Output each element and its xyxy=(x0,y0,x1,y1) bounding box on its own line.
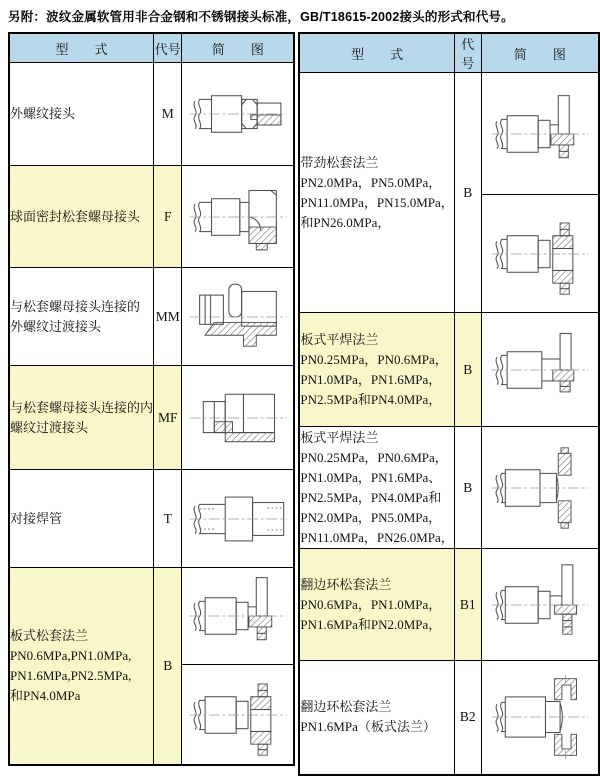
type-text-line: 外螺纹过渡接头 xyxy=(10,318,102,334)
diagram-cell xyxy=(182,470,295,568)
code-cell: B1 xyxy=(454,549,481,661)
type-text-line: PN1.6MPa,PN2.5MPa, xyxy=(10,668,132,683)
code-cell: MM xyxy=(154,268,182,366)
col-header-type: 型 式 xyxy=(299,33,454,73)
code-cell: B xyxy=(454,313,481,427)
type-text-line: PN11.0MPa，PN15.0MPa， xyxy=(300,194,454,210)
col-header-type: 型 式 xyxy=(9,33,154,63)
code-cell: B xyxy=(454,427,481,549)
type-text-line: PN0.25MPa，PN0.6MPa， xyxy=(300,351,448,367)
flanged-ring-plate-flange-icon xyxy=(487,675,593,759)
diagram-cell xyxy=(481,427,599,549)
plate-loose-flange-up-diagram xyxy=(182,568,293,664)
male-female-transition-fitting-diagram xyxy=(182,376,293,460)
type-text-line: 带劲松套法兰 xyxy=(300,154,379,170)
right-table xyxy=(298,32,600,776)
butt-weld-pipe-icon xyxy=(185,477,291,561)
col-header-diagram: 简 图 xyxy=(481,33,599,73)
diagram-cell xyxy=(182,268,295,366)
table-row xyxy=(9,470,294,568)
header-row xyxy=(9,33,294,63)
neck-loose-flange-up-diagram xyxy=(482,73,598,194)
code-cell: F xyxy=(154,166,182,268)
code-cell: M xyxy=(154,63,182,166)
flanged-ring-loose-flange-diagram xyxy=(482,563,598,647)
table-row xyxy=(299,549,599,661)
male-female-transition-fitting-icon xyxy=(185,376,291,460)
type-text-line: PN11.0MPa，PN26.0MPa， xyxy=(300,529,454,545)
diagram-cell xyxy=(481,73,599,313)
code-cell: B xyxy=(154,568,182,766)
type-text-line: PN1.6MPa（板式法兰） xyxy=(300,719,436,735)
left-table xyxy=(8,32,295,766)
type-text-line: 和PN4.0MPa xyxy=(10,688,81,703)
type-text-line: 球面密封松套螺母接头 xyxy=(10,208,141,224)
type-cell xyxy=(299,313,454,427)
type-text-line: 螺纹过渡接头 xyxy=(10,419,89,435)
type-cell xyxy=(9,63,154,166)
flat-weld-flange-diagram xyxy=(482,328,598,412)
flat-weld-flange-sym-diagram xyxy=(482,446,598,530)
neck-loose-flange-down-icon xyxy=(487,212,593,296)
type-cell xyxy=(9,568,154,766)
diagram-cell xyxy=(182,166,295,268)
type-text-line: PN1.0MPa，PN1.6MPa， xyxy=(300,371,442,387)
header-row xyxy=(299,33,599,73)
type-text-line: 板式平焊法兰 xyxy=(300,429,379,445)
type-text-line: 板式松套法兰 xyxy=(10,628,89,643)
plate-loose-flange-up-icon xyxy=(185,574,291,658)
table-row xyxy=(9,63,294,166)
diagram-cell xyxy=(182,63,295,166)
plate-loose-flange-down-diagram xyxy=(182,664,293,764)
table-row xyxy=(299,313,599,427)
double-male-transition-fitting-diagram xyxy=(182,275,293,359)
type-text-line: PN1.0MPa，PN1.6MPa、 xyxy=(300,469,442,485)
neck-loose-flange-down-diagram xyxy=(482,194,598,312)
diagram-cell xyxy=(481,661,599,775)
code-cell: B2 xyxy=(454,661,481,775)
type-text-line: 和PN26.0MPa， xyxy=(300,214,391,230)
type-cell xyxy=(299,661,454,775)
type-text-line: PN0.25MPa，PN0.6MPa， xyxy=(300,449,448,465)
table-row xyxy=(9,268,294,366)
type-text-line: 与松套螺母接头连接的内 xyxy=(10,399,154,415)
male-thread-fitting-diagram xyxy=(182,72,293,156)
type-text-line: 翻边环松套法兰 xyxy=(300,699,392,715)
table-row xyxy=(299,661,599,775)
double-male-transition-fitting-icon xyxy=(185,275,291,359)
type-cell xyxy=(299,427,454,549)
col-header-code: 代号 xyxy=(154,33,182,63)
type-text-line: PN2.5MPa，PN4.0MPa和 xyxy=(300,489,442,505)
neck-loose-flange-up-icon xyxy=(487,92,593,176)
type-text-line: 外螺纹接头 xyxy=(10,106,76,121)
butt-weld-pipe-diagram xyxy=(182,477,293,561)
table-row xyxy=(299,427,599,549)
flanged-ring-loose-flange-icon xyxy=(487,563,593,647)
type-text-line: PN2.0MPa，PN5.0MPa， xyxy=(300,174,442,190)
table-row xyxy=(9,568,294,766)
type-cell xyxy=(9,470,154,568)
code-cell: T xyxy=(154,470,182,568)
flat-weld-flange-icon xyxy=(487,328,593,412)
type-text-line: 对接焊管 xyxy=(10,510,63,526)
page-title: 另附：波纹金属软管用非合金钢和不锈钢接头标准，GB/T18615-2002接头的形式和代号。 xyxy=(8,10,514,24)
type-text-line: 与松套螺母接头连接的 xyxy=(10,298,141,314)
type-cell xyxy=(9,166,154,268)
flanged-ring-plate-flange-diagram xyxy=(482,675,598,759)
type-text-line: PN1.6MPa和PN2.0MPa， xyxy=(300,616,442,632)
type-cell xyxy=(299,73,454,313)
sphere-seal-nut-fitting-diagram xyxy=(182,175,293,259)
male-thread-fitting-icon xyxy=(185,72,291,156)
type-cell xyxy=(9,268,154,366)
code-cell: MF xyxy=(154,366,182,470)
plate-loose-flange-down-icon xyxy=(185,673,291,757)
type-text-line: PN2.5MPa和PN4.0MPa， xyxy=(300,391,442,407)
table-row xyxy=(299,73,599,313)
diagram-cell xyxy=(481,549,599,661)
type-text-line: PN0.6MPa，PN1.0MPa， xyxy=(300,596,442,612)
type-text-line: 翻边环松套法兰 xyxy=(300,576,392,592)
fitting-standard-tables xyxy=(8,32,600,776)
col-header-diagram: 简 图 xyxy=(182,33,295,63)
code-cell: B xyxy=(454,73,481,313)
sphere-seal-nut-fitting-icon xyxy=(185,175,291,259)
type-text-line: PN0.6MPa,PN1.0MPa, xyxy=(10,648,132,663)
diagram-cell xyxy=(182,568,295,766)
type-text-line: PN2.0MPa，PN5.0MPa， xyxy=(300,509,442,525)
type-cell xyxy=(299,549,454,661)
diagram-cell xyxy=(182,366,295,470)
type-cell xyxy=(9,366,154,470)
diagram-cell xyxy=(481,313,599,427)
type-text-line: 板式平焊法兰 xyxy=(300,331,379,347)
col-header-code: 代号 xyxy=(454,33,481,73)
flat-weld-flange-sym-icon xyxy=(487,446,593,530)
table-row xyxy=(9,366,294,470)
table-row xyxy=(9,166,294,268)
